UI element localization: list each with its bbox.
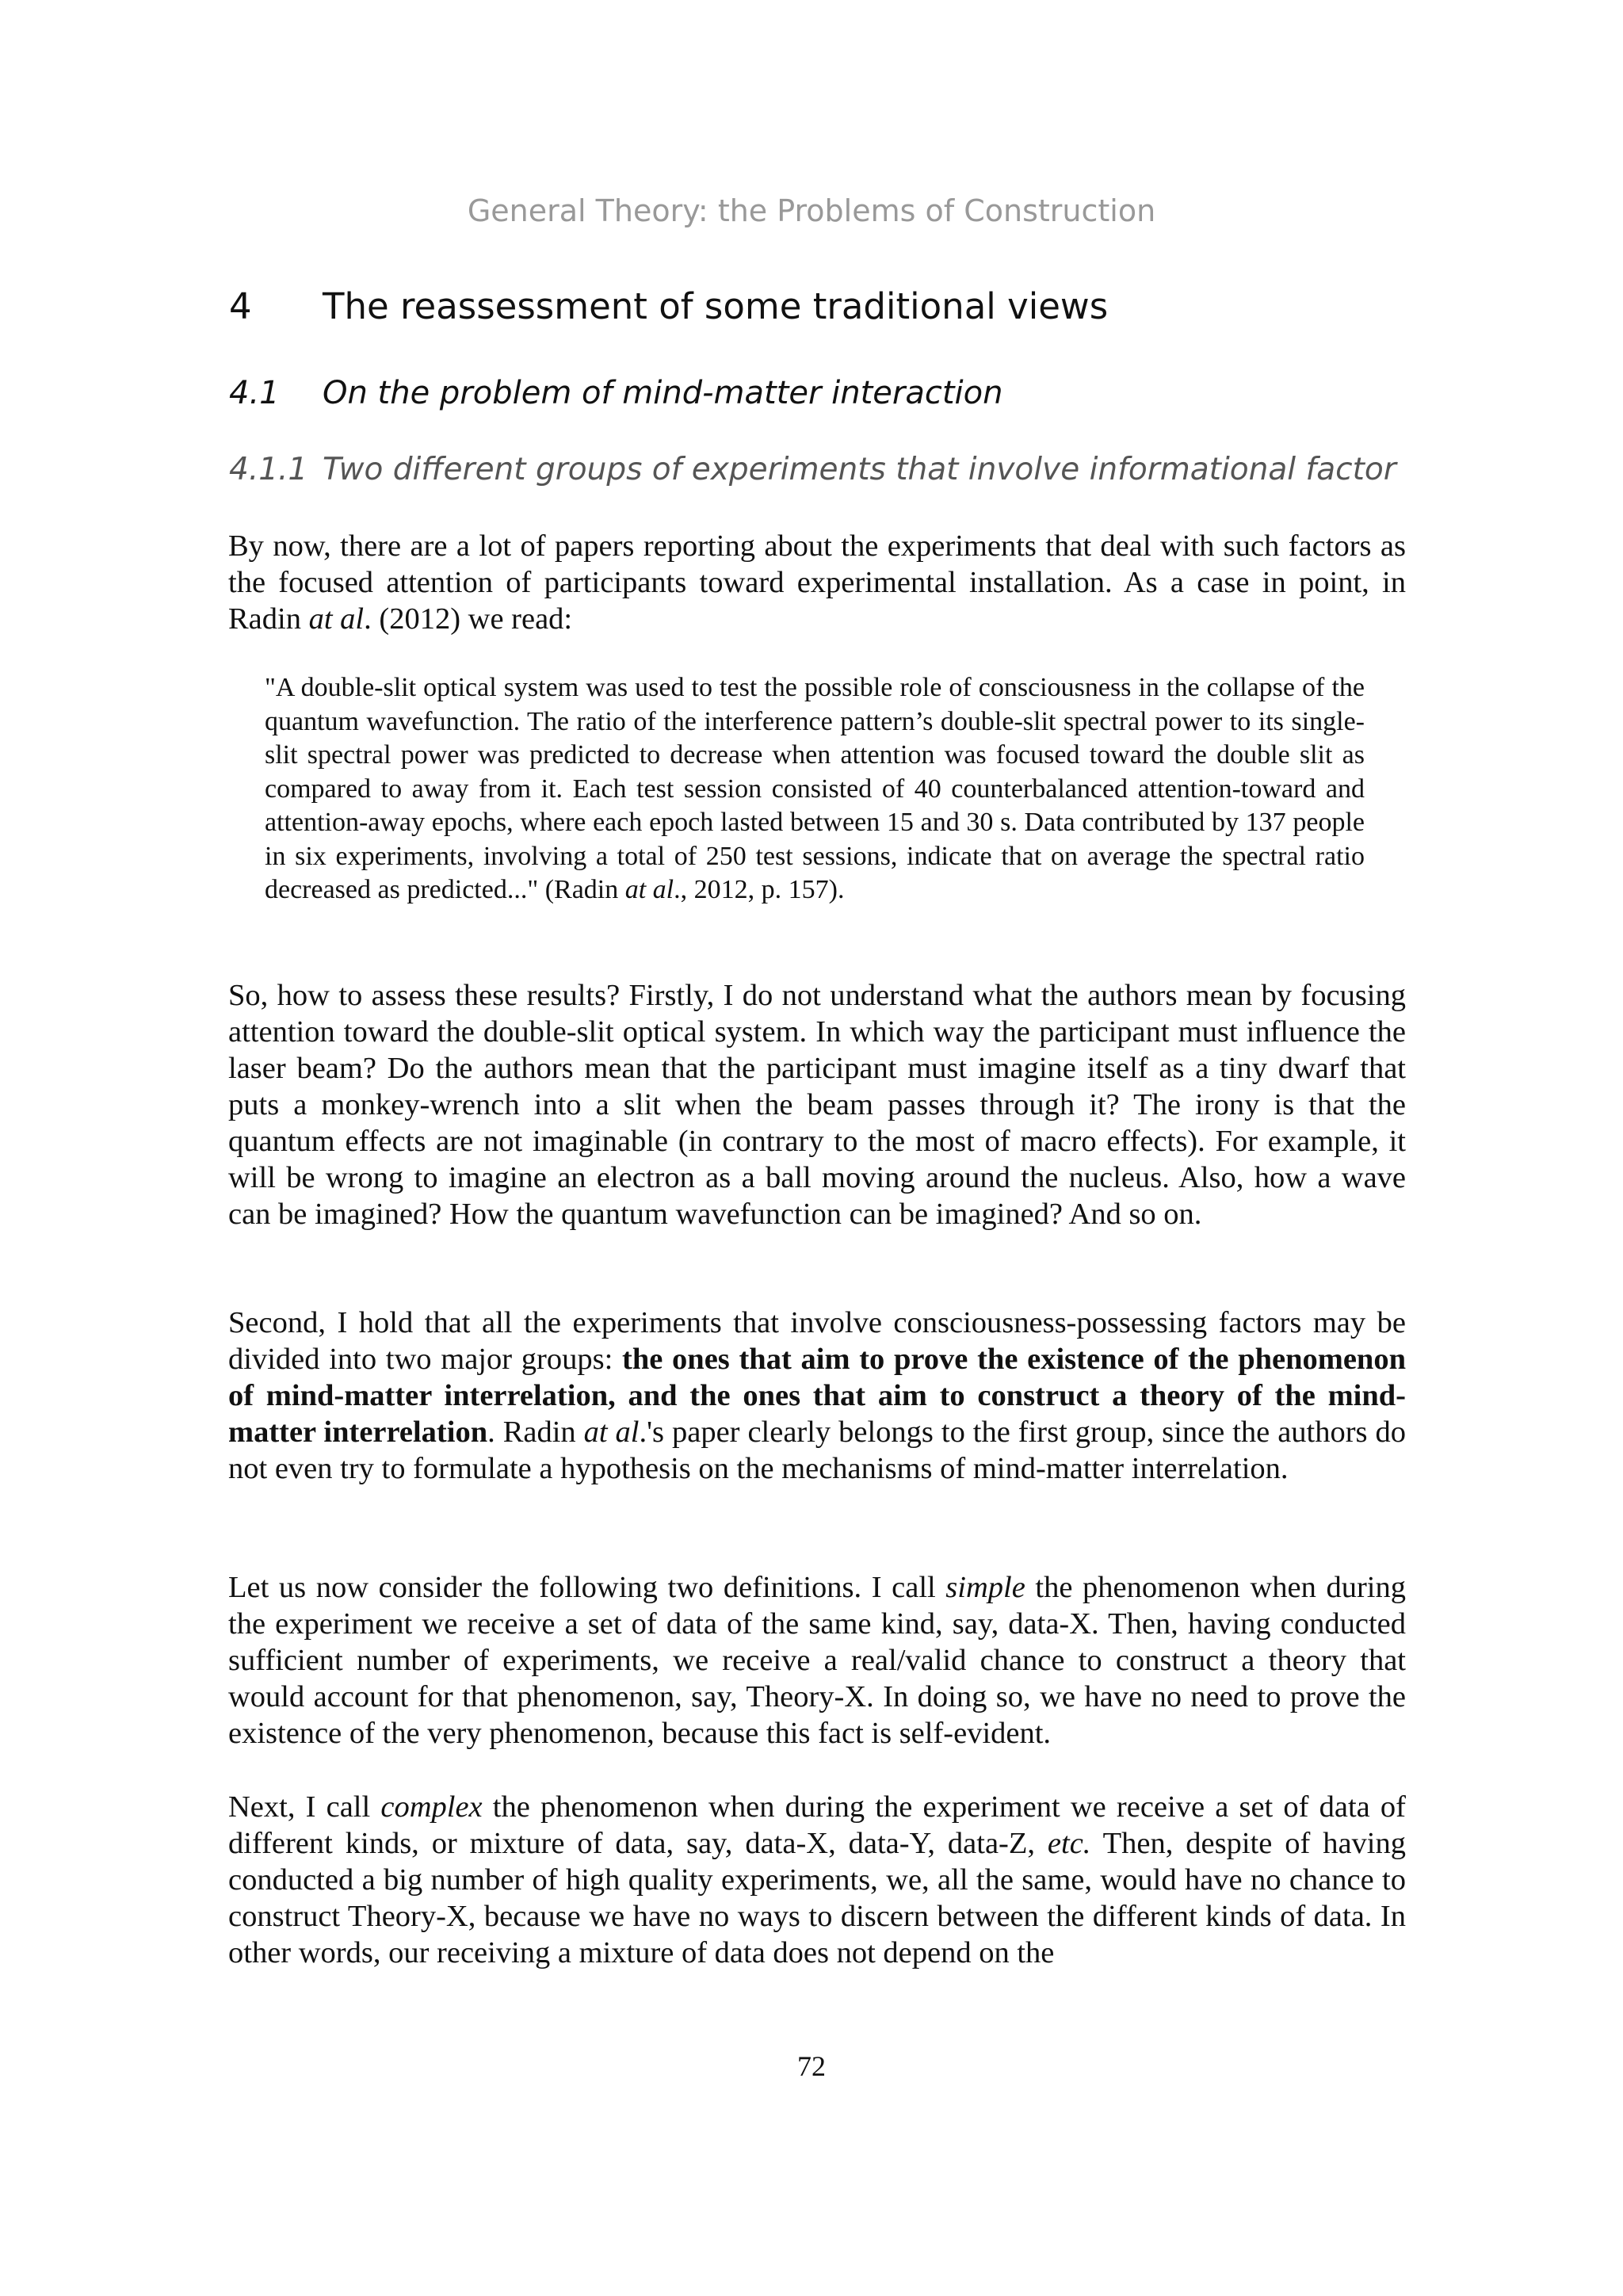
section-heading <box>229 285 1108 327</box>
subsection-number: 4.1 <box>229 375 280 411</box>
subsubsection-number: 4.1.1 <box>229 452 308 487</box>
subsubsection-heading <box>229 452 1396 487</box>
section-number: 4 <box>229 285 252 327</box>
paragraph-intro: By now, there are a lot of papers reporting about the experiments that deal with such factors as the focused attention of participants toward experimental installation. As a case in point, in Radin at al. (2012) we read: <box>228 529 1406 636</box>
paragraph-assessment: So, how to assess these results? Firstly, I do not understand what the authors mean by focusing attention toward the double-slit optical system. In which way the participant must influence the laser beam? Do the authors mean that the participant must imagine itself as a tiny dwarf that puts a monkey-wrench into a slit when the beam passes through it? The irony is that the quantum effects are not imaginable (in contrary to the most of macro effects). For example, it will be wrong to imagine an electron as a ball moving around the nucleus. Also, how a wave can be imagined? How the quantum wavefunction can be imagined? And so on. <box>228 979 1406 1231</box>
subsection-heading <box>229 375 1002 411</box>
running-head: General Theory: the Problems of Construction <box>467 193 1156 228</box>
subsubsection-title: Two different groups of experiments that involve informational factor <box>323 452 1396 487</box>
block-quote: "A double-slit optical system was used to test the possible role of consciousness in the collapse of the quantum wavefunction. The ratio of the interference pattern’s double-slit spectral power to its single-slit spectral power was predicted to decrease when attention was focused toward the double slit as compared to away from it. Each test session consisted of 40 counterbalanced attention-toward and attention-away epochs, where each epoch lasted between 15 and 30 s. Data contributed by 137 people in six experiments, involving a total of 250 test sessions, indicate that on average the spectral ratio decreased as predicted..." (Radin at al., 2012, p. 157). <box>265 673 1365 904</box>
paragraph-simple-phenomenon: Let us now consider the following two definitions. I call simple the phenomenon when during the experiment we receive a set of data of the same kind, say, data-X. Then, having conducted sufficient number of experiments, we receive a real/valid chance to construct a theory that would account for that phenomenon, say, Theory-X. In doing so, we have no need to prove the existence of the very phenomenon, because this fact is self-evident. <box>228 1571 1406 1750</box>
subsection-title: On the problem of mind-matter interaction <box>323 375 1003 411</box>
paragraph-two-groups: Second, I hold that all the experiments that involve consciousness-possessing factors may be divided into two major groups: the ones that aim to prove the existence of the phenomenon of mind-matter interrelation, and the ones that aim to construct a theory of the mind-matter interrelation. Radin at al.'s paper clearly belongs to the first group, since the authors do not even try to formulate a hypothesis on the mechanisms of mind-matter interrelation. <box>228 1306 1407 1485</box>
section-title: The reassessment of some traditional views <box>323 285 1109 327</box>
page-number: 72 <box>797 2050 826 2082</box>
paragraph-complex-phenomenon: Next, I call complex the phenomenon when during the experiment we receive a set of data of different kinds, or mixture of data, say, data-X, data-Y, data-Z, etc. Then, despite of having conducted a big number of high quality experiments, we, all the same, would have no chance to construct Theory-X, because we have no ways to discern between the different kinds of data. In other words, our receiving a mixture of data does not depend on the <box>228 1790 1406 1969</box>
